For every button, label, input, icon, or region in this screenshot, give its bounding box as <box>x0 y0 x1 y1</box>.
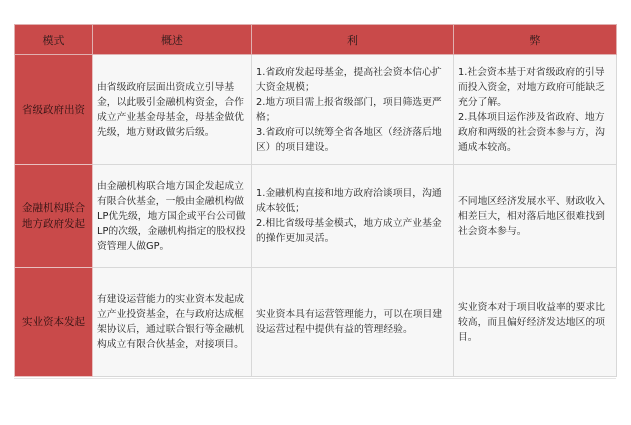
header-mode: 模式 <box>15 25 93 55</box>
comparison-table <box>14 24 617 377</box>
pros-cell <box>252 268 454 377</box>
overview-cell <box>93 55 252 165</box>
pros-item: 2.相比省级母基金模式，地方成立产业基金的操作更加灵活。 <box>256 218 442 244</box>
header-cons: 弊 <box>454 25 617 55</box>
cons-cell <box>454 165 617 268</box>
mode-cell: 实业资本发起 <box>15 268 93 377</box>
table-row <box>15 268 617 377</box>
pros-cell <box>252 165 454 268</box>
bottom-divider <box>14 378 616 379</box>
cons-cell <box>454 268 617 377</box>
overview-text: 由省级政府层面出资成立引导基金，以此吸引金融机构资金，合作成立产业基金母基金，母基金做优先级，地方财政做劣后级。 <box>97 81 244 138</box>
cons-item: 不同地区经济发展水平、财政收入相差巨大，相对落后地区很难找到社会资本参与。 <box>458 195 605 237</box>
pros-item: 1.金融机构直接和地方政府洽谈项目，沟通成本较低； <box>256 188 442 214</box>
mode-cell: 金融机构联合地方政府发起 <box>15 165 93 268</box>
pros-item: 实业资本具有运营管理能力，可以在项目建设运营过程中提供有益的管理经验。 <box>256 309 443 335</box>
overview-text: 有建设运营能力的实业资本发起成立产业投资基金，在与政府达成框架协议后，通过联合银行等金融机构成立有限合伙基金，对接项目。 <box>97 294 244 350</box>
header-overview: 概述 <box>93 25 252 55</box>
pros-cell <box>252 55 454 165</box>
pros-item: 2.地方项目需上报省级部门，项目筛选更严格； <box>256 96 442 123</box>
pros-item: 1.省政府发起母基金，提高社会资本信心扩大资金规模； <box>256 66 442 93</box>
overview-cell <box>93 268 252 377</box>
cons-item: 2.具体项目运作涉及省政府、地方政府和两级的社会资本参与方，沟通成本较高。 <box>458 111 605 153</box>
header-pros: 利 <box>252 25 454 55</box>
cons-cell <box>454 55 617 165</box>
comparison-table-container <box>14 24 616 377</box>
overview-cell <box>93 165 252 268</box>
cons-item: 实业资本对于项目收益率的要求比较高，而且偏好经济发达地区的项目。 <box>458 301 605 343</box>
header-row <box>15 25 617 55</box>
mode-cell: 省级政府出资 <box>15 55 93 165</box>
pros-item: 3.省政府可以统筹全省各地区（经济落后地区）的项目建设。 <box>256 126 442 153</box>
table-row <box>15 55 617 165</box>
cons-item: 1.社会资本基于对省级政府的引导而投入资金，对地方政府可能缺乏充分了解。 <box>458 66 605 108</box>
overview-text: 由金融机构联合地方国企发起成立有限合伙基金，一般由金融机构做 LP优先级，地方国企或平台公司做LP的次级，金融机构指定的股权投资管理人做GP。 <box>97 180 246 252</box>
table-row <box>15 165 617 268</box>
